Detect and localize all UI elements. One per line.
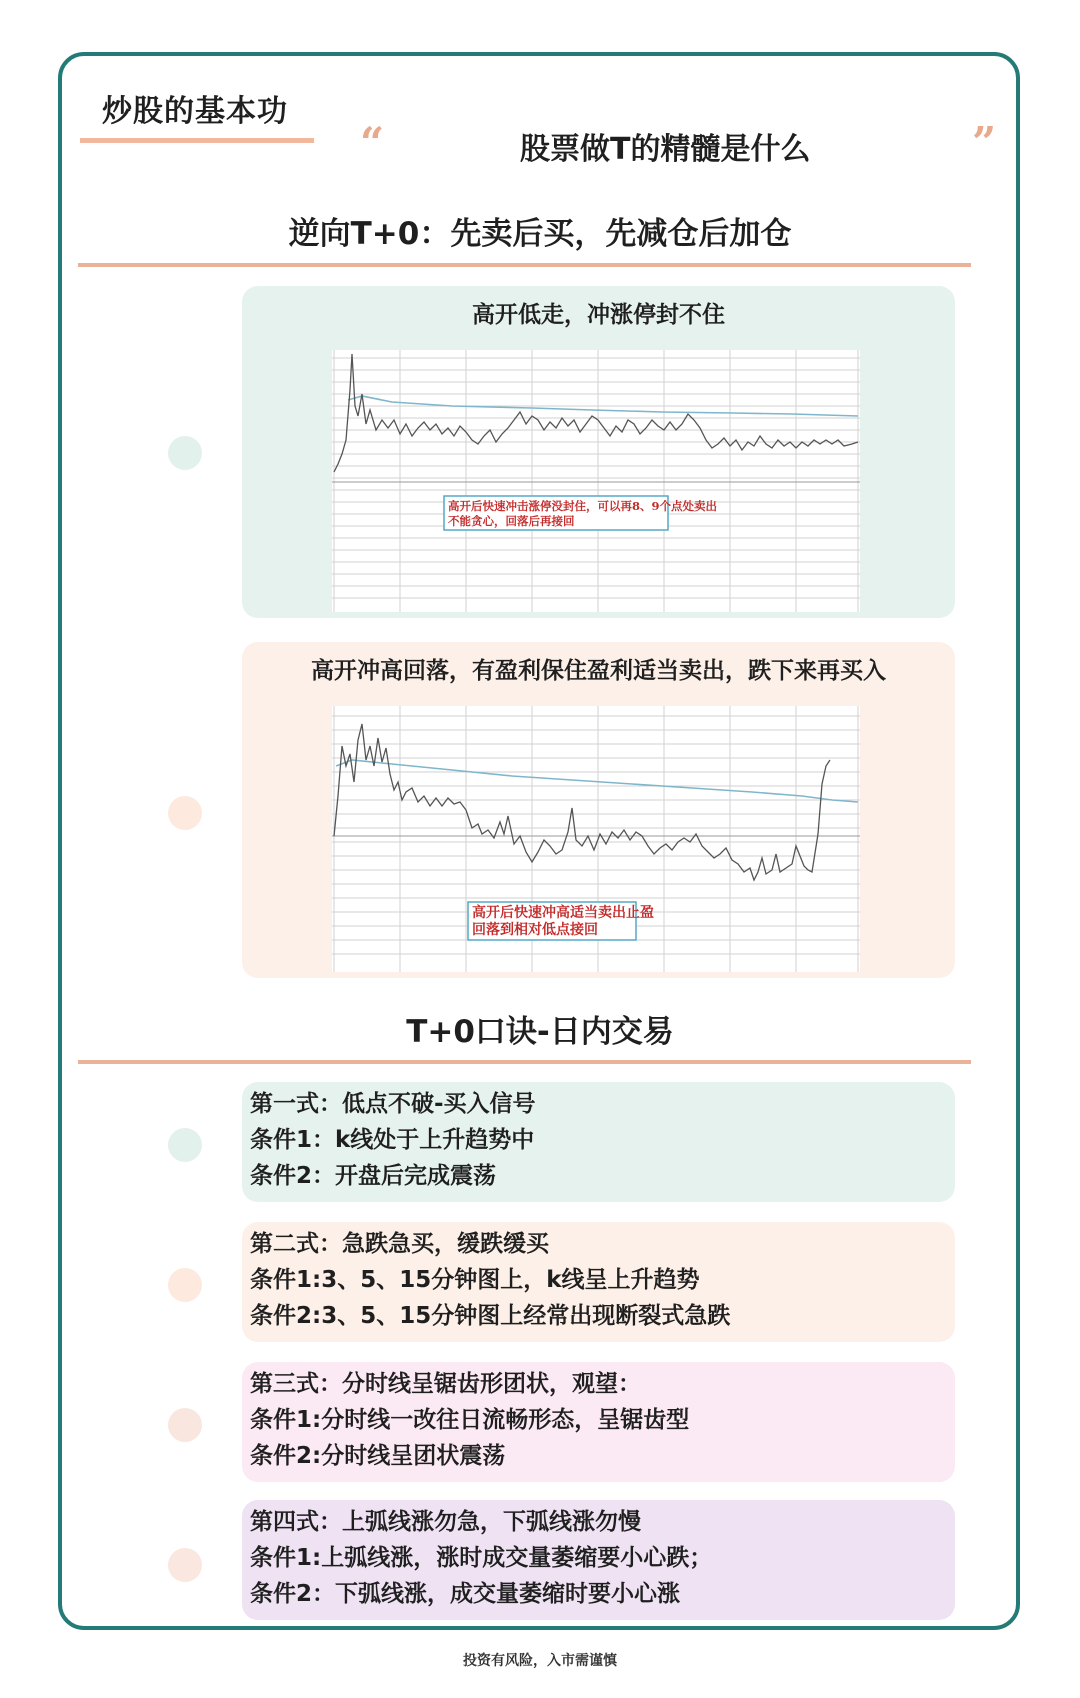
rule-card-1 bbox=[242, 1082, 955, 1202]
rule-1-line-2: 条件1：k线处于上升趋势中 bbox=[250, 1127, 535, 1153]
chart-card-2-title: 高开冲高回落，有盈利保住盈利适当卖出，跌下来再买入 bbox=[311, 658, 886, 684]
headline: 股票做T的精髓是什么 bbox=[520, 132, 811, 167]
chart-card-1-title: 高开低走，冲涨停封不住 bbox=[472, 302, 725, 328]
rule-2-line-3: 条件2:3、5、15分钟图上经常出现断裂式急跌 bbox=[250, 1303, 731, 1329]
open-quote-icon: “ bbox=[360, 118, 385, 167]
intraday-chart-1 bbox=[332, 350, 860, 612]
bullet-dot bbox=[168, 1128, 202, 1162]
rule-card-4 bbox=[242, 1500, 955, 1620]
bullet-dot bbox=[168, 1408, 202, 1442]
bullet-dot bbox=[168, 1268, 202, 1302]
brand-underline bbox=[80, 138, 314, 143]
rule-2-line-1: 第二式：急跌急买，缓跌缓买 bbox=[250, 1231, 549, 1257]
chart-1-annotation-line2: 不能贪心，回落后再接回 bbox=[448, 514, 575, 528]
bullet-dot bbox=[168, 436, 202, 470]
section1-title: 逆向T+0：先卖后买，先减仓后加仓 bbox=[288, 216, 792, 252]
chart-card-1 bbox=[242, 286, 955, 618]
brand-title: 炒股的基本功 bbox=[102, 94, 288, 129]
chart-2-annotation-line2: 回落到相对低点接回 bbox=[472, 922, 598, 938]
section1-divider bbox=[78, 263, 971, 267]
rule-4-line-3: 条件2：下弧线涨，成交量萎缩时要小心涨 bbox=[250, 1581, 681, 1607]
rule-3-line-3: 条件2:分时线呈团状震荡 bbox=[250, 1443, 506, 1469]
rule-3-line-1: 第三式：分时线呈锯齿形团状，观望： bbox=[250, 1371, 641, 1397]
bullet-dot bbox=[168, 1548, 202, 1582]
rule-4-line-1: 第四式：上弧线涨勿急，下弧线涨勿慢 bbox=[250, 1509, 641, 1535]
close-quote-icon: ” bbox=[972, 118, 997, 167]
intraday-chart-2 bbox=[332, 706, 860, 972]
risk-disclaimer: 投资有风险，入市需谨慎 bbox=[463, 1653, 617, 1669]
bullet-dot bbox=[168, 796, 202, 830]
section2-divider bbox=[78, 1060, 971, 1064]
rule-2-line-2: 条件1:3、5、15分钟图上，k线呈上升趋势 bbox=[250, 1267, 700, 1293]
chart-1-annotation-line1: 高开后快速冲击涨停没封住，可以再8、9个点处卖出 bbox=[448, 499, 718, 513]
chart-card-2 bbox=[242, 642, 955, 978]
rule-1-line-3: 条件2：开盘后完成震荡 bbox=[250, 1163, 497, 1189]
section2-title: T+0口诀-日内交易 bbox=[406, 1014, 674, 1050]
rule-card-3 bbox=[242, 1362, 955, 1482]
chart-2-annotation-line1: 高开后快速冲高适当卖出止盈 bbox=[472, 905, 654, 921]
rule-1-line-1: 第一式：低点不破-买入信号 bbox=[250, 1091, 536, 1117]
rule-3-line-2: 条件1:分时线一改往日流畅形态，呈锯齿型 bbox=[250, 1407, 690, 1433]
rule-4-line-2: 条件1:上弧线涨，涨时成交量萎缩要小心跌； bbox=[250, 1545, 713, 1571]
rule-card-2 bbox=[242, 1222, 955, 1342]
